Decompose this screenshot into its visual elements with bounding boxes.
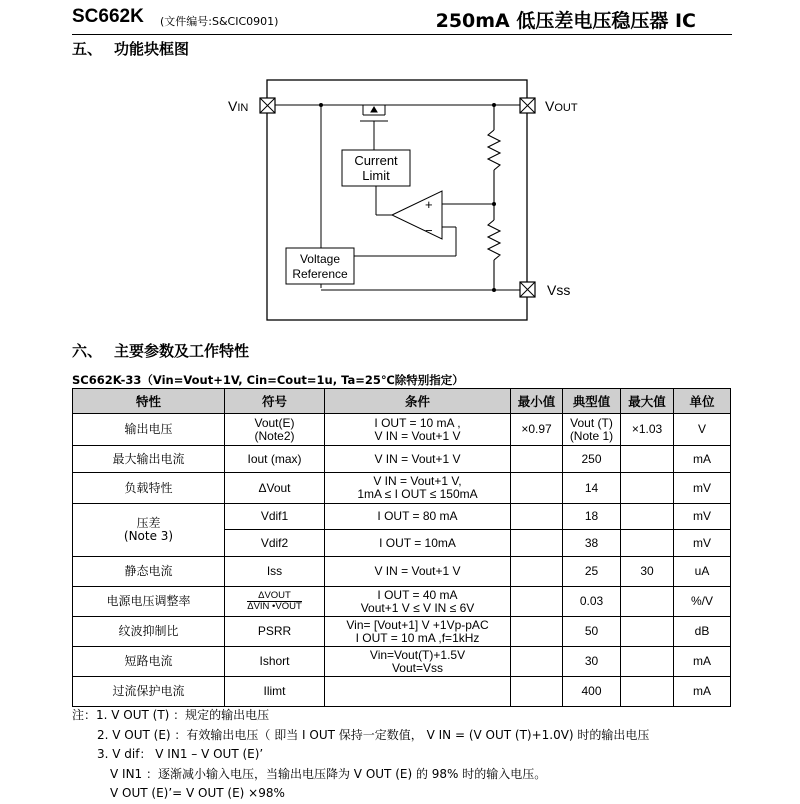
condition-line: Vout+1 V ≤ V IN ≤ 6V (360, 600, 475, 615)
symbol-cell: Ishort (225, 647, 325, 677)
min-cell (511, 446, 563, 473)
error-amplifier (392, 191, 442, 239)
condition-line: V IN = Vout+1 V (374, 428, 461, 443)
condition-line: I OUT = 10 mA , (374, 415, 461, 430)
col-header: 典型值 (563, 389, 621, 414)
table-row (73, 473, 731, 504)
param-cell (73, 504, 225, 557)
table-row (73, 617, 731, 647)
min-cell (511, 504, 563, 530)
condition-line: 1mA ≤ I OUT ≤ 150mA (357, 487, 478, 501)
param-cell: 输出电压 (73, 414, 225, 446)
condition-line: Vout=Vss (391, 660, 444, 675)
typ-cell: 400 (563, 677, 621, 707)
header-rule (72, 34, 732, 35)
fraction-symbol (247, 591, 302, 612)
condition-line: Vin= [Vout+1] V +1Vp-pAC (346, 617, 489, 632)
functional-block-diagram (220, 75, 590, 325)
param-cell: 静态电流 (73, 557, 225, 587)
condition-cell: I OUT = 80 mA (325, 504, 511, 530)
note-2: 2. V OUT (E) ：有效输出电压（ 即当 I OUT 保持一定数值， V IN = (V OUT (T)+1.0V) 时的输出电压 (97, 727, 650, 742)
col-header: 条件 (325, 389, 511, 414)
condition-line: V IN = Vout+1 V, (373, 474, 462, 488)
max-cell (621, 677, 674, 707)
table-row (73, 557, 731, 587)
note-1: 注：1. V OUT (T) ：规定的输出电压 (72, 708, 270, 722)
symbol-cell (225, 587, 325, 617)
condition-cell (325, 617, 511, 647)
table-row (73, 446, 731, 473)
param-cell: 负载特性 (73, 473, 225, 504)
max-cell (621, 617, 674, 647)
vss-label: Vss (547, 282, 571, 298)
condition-line: I OUT = 10 mA ,f=1kHz (355, 630, 480, 645)
condition-cell (325, 587, 511, 617)
section-6-heading (72, 340, 249, 361)
condition-line: Vin=Vout(T)+1.5V (369, 647, 466, 662)
min-cell (511, 647, 563, 677)
notes (72, 706, 649, 804)
param-cell: 纹波抑制比 (73, 617, 225, 647)
unit-cell: dB (674, 617, 731, 647)
typ-cell: 30 (563, 647, 621, 677)
max-cell (621, 587, 674, 617)
unit-cell: uA (674, 557, 731, 587)
unit-cell: mA (674, 647, 731, 677)
vout-label (545, 98, 578, 114)
amp-plus: + (425, 197, 433, 212)
table-header-row (73, 389, 731, 414)
condition-cell: I OUT = 10mA (325, 530, 511, 557)
min-cell: ×0.97 (511, 414, 563, 446)
table-row (73, 504, 731, 530)
page-header (72, 4, 732, 32)
vin-pin (260, 98, 275, 113)
symbol-line: Vout(E) (254, 415, 295, 430)
min-cell (511, 617, 563, 647)
col-header: 最大值 (621, 389, 674, 414)
test-conditions: SC662K-33（Vin=Vout+1V, Cin=Cout=1u, Ta=25℃除特别指定） (72, 373, 464, 387)
symbol-cell (225, 414, 325, 446)
min-cell (511, 587, 563, 617)
symbol-cell: PSRR (225, 617, 325, 647)
param-line: (Note 3) (123, 529, 174, 543)
max-cell (621, 446, 674, 473)
table-row (73, 587, 731, 617)
typ-cell: 14 (563, 473, 621, 504)
symbol-cell: Vdif1 (225, 504, 325, 530)
pass-transistor (360, 105, 388, 150)
fraction-bottom: ΔVIN •VOUT (247, 601, 302, 612)
unit-cell: mV (674, 473, 731, 504)
max-cell (621, 530, 674, 557)
condition-cell (325, 677, 511, 707)
typ-cell: 38 (563, 530, 621, 557)
max-cell (621, 504, 674, 530)
min-cell (511, 677, 563, 707)
typ-cell: 250 (563, 446, 621, 473)
typ-cell: 25 (563, 557, 621, 587)
param-cell: 电源电压调整率 (73, 587, 225, 617)
spec-table (72, 388, 731, 707)
symbol-cell: Ilimt (225, 677, 325, 707)
vin-label-main: V (228, 98, 238, 114)
param-cell: 过流保护电流 (73, 677, 225, 707)
note-3-detail-1: V IN1 ：逐渐减小输入电压，当输出电压降为 V OUT (E) 的 98% 时的输入电压。 (110, 766, 547, 781)
unit-cell: mA (674, 446, 731, 473)
vin-label (228, 98, 248, 114)
col-header: 最小值 (511, 389, 563, 414)
param-cell: 最大输出电流 (73, 446, 225, 473)
max-cell (621, 647, 674, 677)
voltage-ref-text-1: Voltage (299, 252, 341, 266)
typ-line: (Note 1) (569, 428, 614, 443)
symbol-cell: Iss (225, 557, 325, 587)
document-number: (文件编号:S&CIC0901) (160, 15, 279, 28)
current-limit-text-1: Current (354, 153, 398, 168)
col-header: 单位 (674, 389, 731, 414)
table-row (73, 677, 731, 707)
min-cell (511, 557, 563, 587)
unit-cell: %/V (674, 587, 731, 617)
typ-line: Vout (T) (570, 415, 613, 430)
table-row (73, 647, 731, 677)
vout-label-sub: OUT (554, 102, 578, 114)
symbol-cell: ΔVout (225, 473, 325, 504)
section-5-number: 五、 (72, 40, 103, 58)
typ-cell: 18 (563, 504, 621, 530)
typ-cell (563, 414, 621, 446)
condition-cell: V IN = Vout+1 V (325, 557, 511, 587)
section-5-heading (72, 38, 189, 59)
vin-label-sub: IN (237, 102, 249, 114)
max-cell: 30 (621, 557, 674, 587)
amp-minus: − (425, 223, 433, 238)
param-cell: 短路电流 (73, 647, 225, 677)
model-name: SC662K (72, 6, 144, 27)
symbol-cell: Vdif2 (225, 530, 325, 557)
product-title: 250mA 低压差电压稳压器 IC (435, 10, 696, 32)
condition-cell (325, 414, 511, 446)
note-3-detail-2: V OUT (E)’= V OUT (E) ×98% (110, 786, 285, 800)
section-5-title: 功能块框图 (114, 40, 190, 58)
voltage-ref-text-2: Reference (292, 267, 348, 281)
symbol-cell: Iout (max) (225, 446, 325, 473)
current-limit-text-2: Limit (362, 168, 390, 183)
resistor-divider (488, 105, 500, 290)
unit-cell: mV (674, 530, 731, 557)
max-cell: ×1.03 (621, 414, 674, 446)
vss-pin (520, 282, 535, 297)
col-header: 符号 (225, 389, 325, 414)
note-3: 3. V dif： V IN1 – V OUT (E)’ (97, 747, 264, 761)
fraction-top: ΔVOUT (247, 591, 302, 602)
condition-cell (325, 647, 511, 677)
col-header: 特性 (73, 389, 225, 414)
condition-cell: V IN = Vout+1 V (325, 446, 511, 473)
unit-cell: mV (674, 504, 731, 530)
max-cell (621, 473, 674, 504)
typ-cell: 50 (563, 617, 621, 647)
table-row (73, 414, 731, 446)
section-6-title: 主要参数及工作特性 (114, 342, 250, 360)
unit-cell: mA (674, 677, 731, 707)
vout-pin (520, 98, 535, 113)
condition-line: I OUT = 40 mA (377, 587, 458, 602)
section-6-number: 六、 (72, 342, 103, 360)
min-cell (511, 530, 563, 557)
symbol-line: (Note2) (254, 428, 295, 443)
vout-label-main: V (545, 98, 555, 114)
param-line: 压差 (136, 516, 161, 530)
min-cell (511, 473, 563, 504)
condition-cell (325, 473, 511, 504)
unit-cell: V (674, 414, 731, 446)
typ-cell: 0.03 (563, 587, 621, 617)
